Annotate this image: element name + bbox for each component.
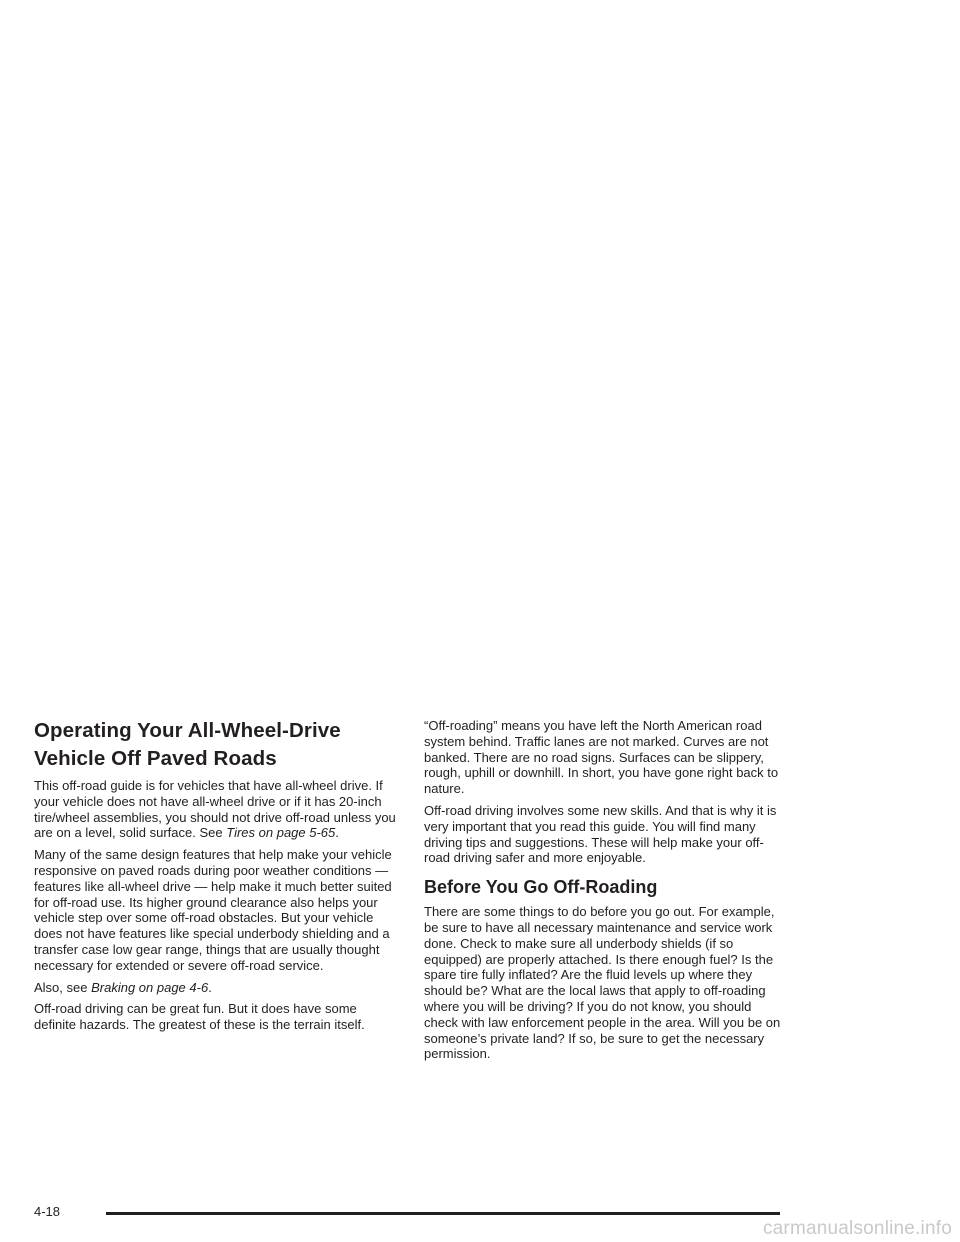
- intro-text: This off-road guide is for vehicles that have all-wheel drive. If your vehicle does not have all-wheel drive or if it has 20-inch tire/wheel assemblies, you should not drive off-road unless you are on a level, solid surface.: [34, 778, 396, 841]
- subsection-title: Before You Go Off-Roading: [424, 877, 658, 898]
- also-see-text: Also, see: [34, 979, 92, 995]
- intro-paragraph: [34, 778, 396, 841]
- page-number: 4-18: [34, 1204, 61, 1219]
- preparation-paragraph: There are some things to do before you go out. For example, be sure to have all necessary maintenance and service work done. Check to make sure all underbody shields (if so equipped) are properly attached. Is there enough fuel? Is the spare tire fully inflated? Are the fluid levels up where they should be? What are the local laws that apply to off-roading where you will be driving? If you do not know, you should check with law enforcement people in the area. Will you be on someone’s private land? If so, be sure to get the necessary permission.: [424, 904, 781, 1062]
- braking-reference-link[interactable]: Braking on page 4-6: [91, 979, 209, 995]
- footer-rule: [106, 1212, 780, 1215]
- period: .: [335, 825, 339, 841]
- see-text: See: [199, 825, 227, 841]
- design-features-paragraph: Many of the same design features that help make your vehicle responsive on paved roads during poor weather conditions — features like all-wheel drive — help make it much better suited for off-road use. Its higher ground clearance also helps your vehicle step over some off-road obstacles. But your vehicle does not have features like special underbody shielding and a transfer case low gear range, things that are usually thought necessary for extended or severe off-road service.: [34, 847, 392, 973]
- hazards-paragraph: Off-road driving can be great fun. But it does have some definite hazards. The greatest of these is the terrain itself.: [34, 1001, 365, 1033]
- right-column: [424, 718, 786, 1068]
- period: .: [208, 979, 212, 995]
- also-see-paragraph: [34, 980, 396, 996]
- tires-reference-link[interactable]: Tires on page 5-65: [226, 825, 336, 841]
- new-skills-paragraph: Off-road driving involves some new skills. And that is why it is very important that you read this guide. You will find many driving tips and suggestions. These will help make your off-road driving safer and more enjoyable.: [424, 802, 777, 866]
- left-column: [34, 717, 396, 1039]
- watermark: carmanualsonline.info: [762, 1218, 952, 1239]
- off-roading-definition-paragraph: “Off-roading” means you have left the North American road system behind. Traffic lanes are not marked. Curves are not banked. There are no road signs. Surfaces can be slippery, rough, uphill or downhill. In short, you have gone right back to nature.: [424, 718, 779, 797]
- section-title: Operating Your All-Wheel-Drive Vehicle Off Paved Roads: [34, 719, 341, 770]
